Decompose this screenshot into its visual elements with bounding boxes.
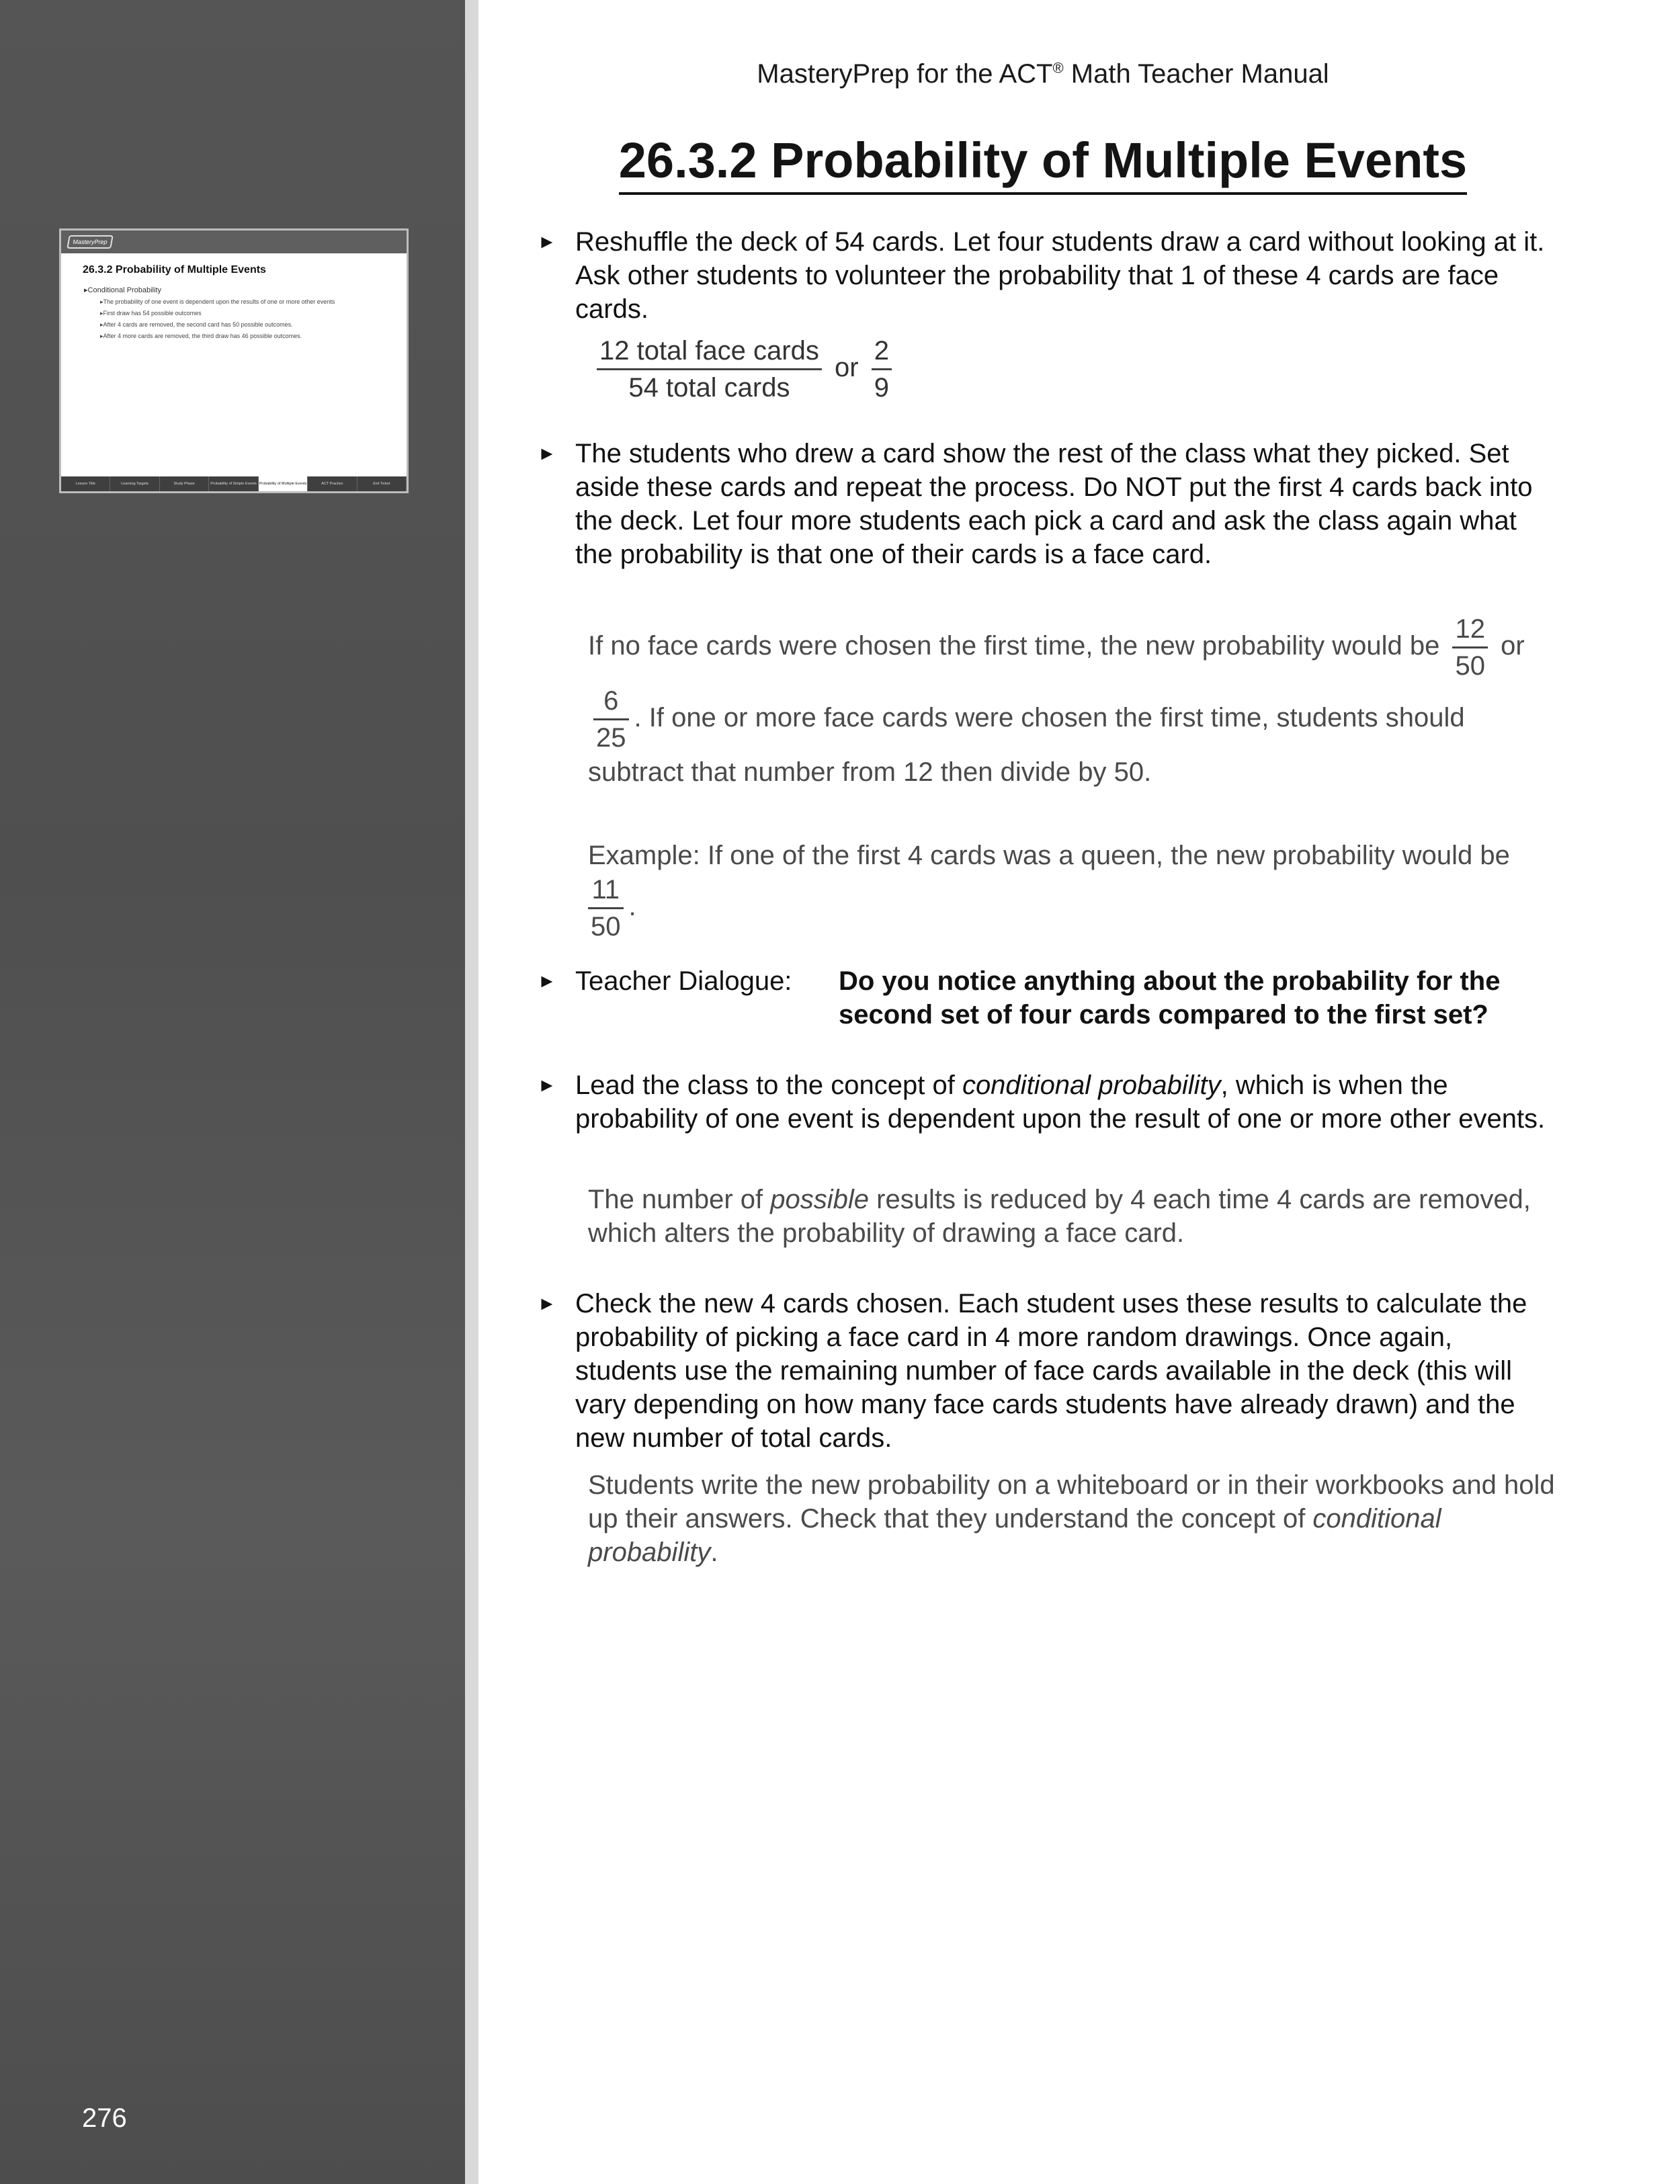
chalkboard-sidebar bbox=[0, 0, 465, 2184]
note-example-queen bbox=[588, 839, 1556, 944]
slide-nav-bar bbox=[61, 476, 407, 491]
note-text: Example: If one of the first 4 cards was a queen, the new probability would be bbox=[588, 841, 1510, 870]
bullet-arrow-icon: ► bbox=[538, 443, 556, 464]
not-text: NOT bbox=[1125, 472, 1181, 502]
slide-nav-item-active: Probability of Multiple Events bbox=[259, 476, 308, 491]
fraction-numerator: 6 bbox=[593, 683, 629, 720]
running-header bbox=[478, 59, 1607, 89]
slide-item: ▸ The probability of one event is dependent upon the results of one or more other events bbox=[100, 298, 380, 306]
note-no-face-cards bbox=[588, 612, 1556, 789]
bullet-arrow-icon: ► bbox=[538, 231, 556, 252]
bullet-text bbox=[575, 1068, 1552, 1136]
fraction bbox=[872, 333, 892, 405]
slide-heading: ▸ Conditional Probability bbox=[84, 286, 380, 294]
fraction-denominator: 25 bbox=[596, 723, 626, 753]
note-text: . If one or more face cards were chosen the first time, students should subtract that number from 12 then divide by 50. bbox=[588, 703, 1465, 787]
slide-item: ▸ After 4 more cards are removed, the third draw has 46 possible outcomes. bbox=[100, 333, 380, 340]
fraction-denominator: 50 bbox=[591, 912, 621, 941]
bullet-arrow-icon: ► bbox=[538, 1293, 556, 1314]
emphasis-term: possible bbox=[770, 1185, 870, 1214]
fraction bbox=[588, 872, 624, 944]
slide-nav-item: Exit Ticket bbox=[358, 476, 407, 491]
page-number: 276 bbox=[82, 2103, 127, 2133]
slide-nav-item: Probability of Simple Events bbox=[209, 476, 258, 491]
note-end: . bbox=[628, 892, 636, 922]
note-text: Students write the new probability on a whiteboard or in their workbooks and hold up their answers. Check that they understand the concept of bbox=[588, 1470, 1555, 1534]
header-text-tail: Math Teacher Manual bbox=[1063, 59, 1329, 89]
bullet-text-part: , which is when the probability of one event is dependent upon the result of one or more other events. bbox=[575, 1070, 1546, 1134]
note-text: If no face cards were chosen the first time, the new probability would be bbox=[588, 631, 1440, 661]
bullet-arrow-icon: ► bbox=[538, 1075, 556, 1095]
bullet-arrow-icon: ► bbox=[538, 970, 556, 991]
fraction-numerator: 2 bbox=[872, 333, 892, 370]
slide-nav-item: Lesson Title bbox=[61, 476, 110, 491]
bullet-text-part: put the first 4 cards back into the deck. Let four more students each pick a card and ask the class again what the probability is that one of their cards is a face card. bbox=[575, 472, 1533, 569]
bullet-conditional-probability bbox=[538, 1068, 1552, 1136]
bullet-text-part: The students who drew a card show the rest of the class what they picked. Set aside these cards and repeat the process. Do bbox=[575, 439, 1509, 502]
fraction-denominator: 9 bbox=[874, 373, 889, 403]
fraction bbox=[597, 333, 822, 405]
slide-item: ▸ After 4 cards are removed, the second card has 50 possible outcomes. bbox=[100, 321, 380, 329]
bullet-teacher-dialogue bbox=[538, 964, 1552, 1038]
bullet-repeat-process bbox=[538, 437, 1552, 571]
fraction-numerator: 11 bbox=[588, 872, 624, 909]
note-text: The number of bbox=[588, 1185, 771, 1214]
bullet-reshuffle bbox=[538, 225, 1552, 326]
registered-mark: ® bbox=[1052, 59, 1064, 77]
bullet-text: Check the new 4 cards chosen. Each student uses these results to calculate the probability of picking a face card in 4 more random drawings. Once again, students use the remaining number of face cards available in the deck (this will vary depending on how many face cards students have already drawn) and the new number of total cards. bbox=[575, 1289, 1527, 1453]
slide-list bbox=[84, 286, 380, 344]
page-title: 26.3.2 Probability of Multiple Events bbox=[619, 132, 1467, 195]
slide-logo: MasteryPrep bbox=[67, 235, 114, 249]
fraction-numerator: 12 bbox=[1452, 612, 1488, 648]
note-possible-results bbox=[588, 1183, 1556, 1250]
dialogue-question: Do you notice anything about the probability for the second set of four cards compared to the first set? bbox=[839, 966, 1501, 1030]
fraction-denominator: 54 total cards bbox=[628, 373, 790, 403]
slide-title: 26.3.2 Probability of Multiple Events bbox=[83, 264, 266, 276]
header-text: MasteryPrep for the ACT bbox=[757, 59, 1053, 89]
slide-topbar bbox=[61, 230, 407, 253]
slide-nav-item: Study Phase bbox=[160, 476, 209, 491]
emphasis-term: conditional probability bbox=[962, 1070, 1221, 1100]
bullet-check-new-cards bbox=[538, 1287, 1552, 1455]
bullet-text-part: Lead the class to the concept of bbox=[575, 1070, 962, 1100]
page-title-wrap bbox=[478, 132, 1607, 195]
bullet-text bbox=[575, 437, 1552, 571]
or-text: or bbox=[1501, 631, 1525, 661]
emphasis-term: conditional probability bbox=[588, 1504, 1441, 1567]
fraction bbox=[593, 683, 629, 755]
note-text: results is reduced by 4 each time 4 cards are removed, which alters the probability of drawing a face card. bbox=[588, 1185, 1531, 1248]
note-text: . bbox=[710, 1538, 718, 1567]
slide-nav-item: Learning Targets bbox=[110, 476, 159, 491]
or-text: or bbox=[834, 353, 859, 383]
fraction-face-cards bbox=[591, 333, 1559, 405]
sidebar-divider bbox=[465, 0, 478, 2184]
slide-thumbnail bbox=[59, 228, 409, 493]
slide-nav-item: ACT Practice bbox=[308, 476, 357, 491]
dialogue-label: Teacher Dialogue: bbox=[575, 966, 792, 996]
fraction bbox=[1452, 612, 1488, 683]
bullet-text: Reshuffle the deck of 54 cards. Let four students draw a card without looking at it. Ask other students to volunteer the probability that 1 of these 4 cards are face cards. bbox=[575, 227, 1545, 324]
slide-item: ▸ First draw has 54 possible outcomes bbox=[100, 310, 380, 317]
fraction-numerator: 12 total face cards bbox=[597, 333, 822, 370]
note-whiteboard bbox=[588, 1468, 1556, 1569]
fraction-denominator: 50 bbox=[1455, 651, 1485, 681]
